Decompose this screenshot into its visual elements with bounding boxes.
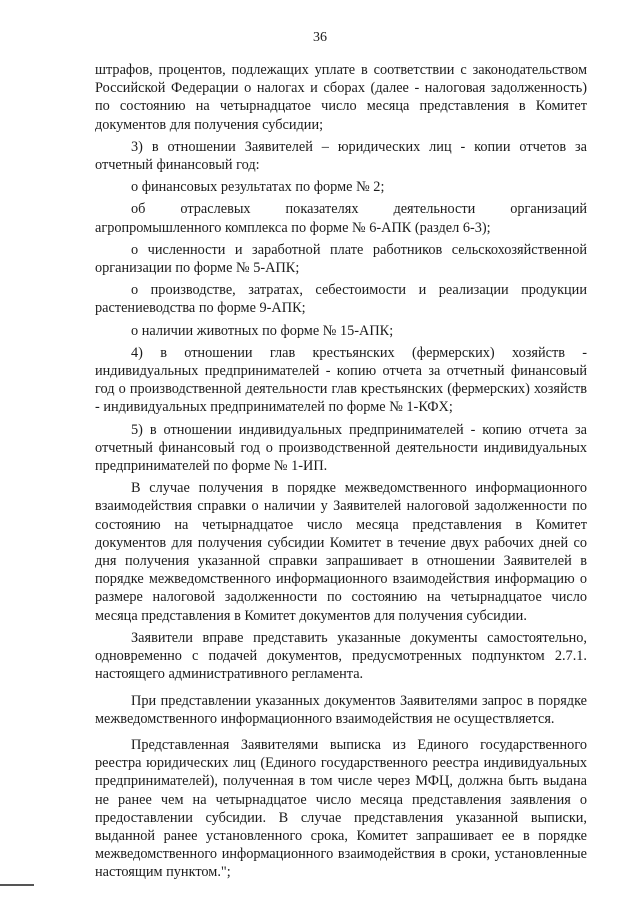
paragraph: о финансовых результатах по форме № 2;: [131, 179, 385, 196]
paragraph: о производстве, затратах, себестоимости и реализации продукции растениеводства по форме 9-АПК;: [95, 282, 587, 317]
paragraph: Представленная Заявителями выписка из Единого государственного реестра юридических лиц (Единого государственного реестра индивидуальных предпринимателей), полученная в том числе через МФЦ, должна быть выдана не ранее чем на четырнадцатое число месяца представления заявления о предоставлении субсидии. В случае представления указанной выписки, выданной ранее установленного срока, Комитет запрашивает ее в порядке межведомственного информационного взаимодействия в сроки, установленные настоящим пунктом.";: [95, 736, 587, 881]
paragraph: о численности и заработной плате работников сельскохозяйственной организации по форме № 5-АПК;: [95, 241, 587, 277]
paragraph: об отраслевых показателях деятельности организаций агропромышленного комплекса по форме № 6-АПК (раздел 6-3);: [95, 201, 587, 236]
paragraph: 5) в отношении индивидуальных предпринимателей - копию отчета за отчетный финансовый год о производственной деятельности индивидуальных предпринимателей по форме № 1-ИП.: [95, 421, 587, 475]
paragraph: Заявители вправе представить указанные документы самостоятельно, одновременно с подачей документов, предусмотренных подпунктом 2.7.1. настоящего административного регламента.: [95, 629, 587, 683]
document-body: [95, 61, 587, 882]
paragraph: При представлении указанных документов Заявителями запрос в порядке межведомственного информационного взаимодействия не осуществляется.: [95, 692, 587, 727]
paragraph: 4) в отношении глав крестьянских (фермерских) хозяйств - индивидуальных предпринимателей - копию отчета за отчетный финансовый год о производственной деятельности глав крестьянских (фермерских) хозяйств - индивидуальных предпринимателей по форме № 1-КФХ;: [95, 344, 587, 416]
paragraph: В случае получения в порядке межведомственного информационного взаимодействия справки о наличии у Заявителей налоговой задолженности по состоянию на четырнадцатое число месяца представления в Комитет документов для получения субсидии Комитет в течение двух рабочих дней со дня получения указанной справки запрашивает в отношении Заявителей в порядке межведомственного информационного взаимодействия информацию о размере налоговой задолженности по состоянию на четырнадцатое число месяца представления в Комитет документов для получения субсидии.: [95, 480, 587, 624]
paragraph: 3) в отношении Заявителей – юридических лиц - копии отчетов за отчетный финансовый год:: [95, 138, 587, 174]
paragraph: штрафов, процентов, подлежащих уплате в соответствии с законодательством Российской Федерации о налогах и сборах (далее - налоговая задолженность) по состоянию на четырнадцатое число месяца представления в Комитет документов для получения субсидии;: [95, 62, 587, 133]
paragraph: о наличии животных по форме № 15-АПК;: [131, 322, 394, 339]
footer-rule: [0, 884, 34, 886]
page-number: 36: [313, 30, 327, 45]
